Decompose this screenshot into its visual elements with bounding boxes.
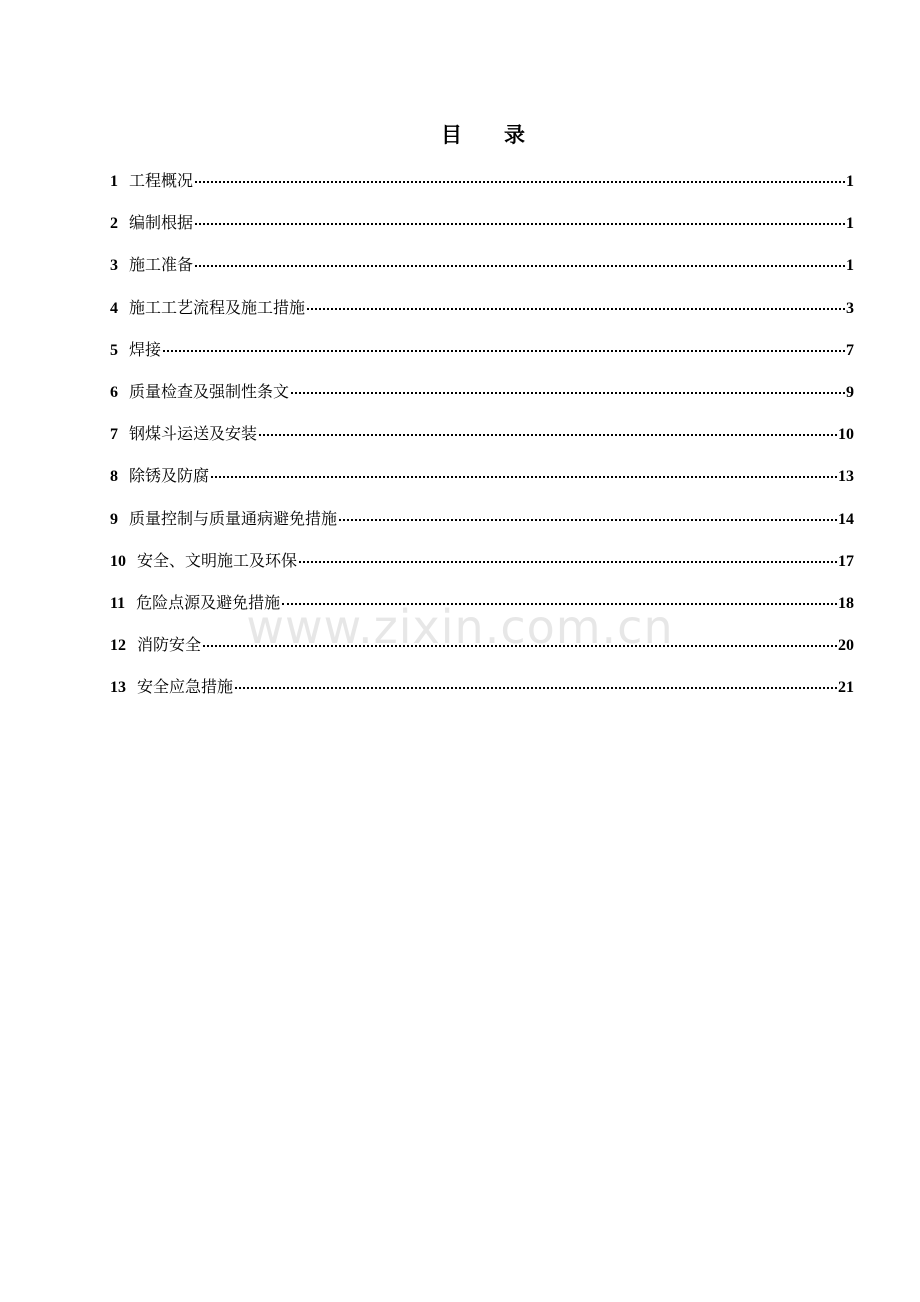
toc-entry[interactable]	[110, 504, 854, 546]
toc-entry-page: 21	[838, 679, 854, 697]
toc-entry-number: 1	[110, 173, 118, 190]
toc-dot-leader	[195, 265, 845, 267]
toc-title-part2: 录	[504, 122, 525, 147]
toc-entry-page: 1	[846, 173, 854, 190]
toc-dot-leader	[235, 687, 837, 689]
toc-entry[interactable]	[110, 630, 854, 672]
toc-list	[110, 166, 854, 714]
toc-entry-number: 9	[110, 510, 118, 528]
toc-entry-title: 钢煤斗运送及安装	[129, 424, 258, 444]
toc-entry-number: 2	[110, 215, 118, 233]
toc-entry-title: 消防安全	[137, 635, 202, 655]
toc-entry[interactable]	[110, 461, 854, 503]
toc-entry-title: 质量检查及强制性条文	[129, 381, 290, 401]
toc-entry-page: 1	[846, 257, 854, 275]
toc-entry-title: 安全、文明施工及环保	[137, 550, 298, 570]
toc-entry-page: 13	[838, 468, 854, 486]
toc-entry-title: 除锈及防腐	[129, 466, 210, 486]
toc-entry[interactable]	[110, 166, 854, 208]
toc-dot-leader	[259, 434, 837, 436]
toc-entry-page: 10	[838, 426, 854, 444]
toc-entry-title: 质量控制与质量通病避免措施	[129, 508, 338, 528]
toc-dot-leader	[307, 308, 845, 310]
toc-title	[0, 120, 920, 150]
toc-entry-page: 14	[838, 510, 854, 528]
toc-dot-leader	[195, 181, 845, 183]
toc-entry-number: 11	[110, 594, 126, 612]
toc-entry-number: 10	[110, 552, 126, 570]
toc-entry-page: 7	[846, 341, 854, 359]
toc-dot-leader	[291, 392, 845, 394]
toc-entry-page: 1	[846, 215, 854, 233]
toc-entry[interactable]	[110, 672, 854, 714]
toc-dot-leader	[195, 223, 845, 225]
toc-entry-title: 危险点源及避免措施	[136, 592, 281, 612]
toc-entry-page: 18	[838, 594, 854, 612]
toc-entry[interactable]	[110, 250, 854, 292]
toc-dot-leader	[211, 476, 837, 478]
toc-dot-leader	[299, 561, 837, 563]
toc-entry-number: 4	[110, 299, 118, 317]
toc-entry-number: 7	[110, 426, 118, 444]
toc-entry[interactable]	[110, 419, 854, 461]
toc-dot-leader	[203, 645, 837, 647]
toc-entry-number: 12	[110, 637, 126, 655]
toc-dot-leader	[339, 519, 837, 521]
toc-entry[interactable]	[110, 293, 854, 335]
toc-entry-number: 6	[110, 383, 118, 401]
toc-entry-number: 3	[110, 257, 118, 275]
toc-entry-number: 8	[110, 468, 118, 486]
toc-entry-title: 焊接	[129, 339, 162, 359]
toc-entry-title: 安全应急措施	[137, 677, 234, 697]
toc-entry-page: 9	[846, 383, 854, 401]
toc-entry-title: 施工工艺流程及施工措施	[129, 297, 306, 317]
toc-entry[interactable]	[110, 588, 854, 630]
toc-entry-page: 20	[838, 637, 854, 655]
toc-dot-leader	[282, 603, 837, 605]
toc-entry-page: 17	[838, 552, 854, 570]
toc-title-part1: 目	[441, 122, 462, 147]
toc-entry-number: 5	[110, 341, 118, 359]
toc-entry-title: 工程概况	[129, 171, 194, 190]
toc-entry-title: 施工准备	[129, 255, 194, 275]
toc-entry[interactable]	[110, 377, 854, 419]
toc-dot-leader	[163, 350, 845, 352]
toc-entry[interactable]	[110, 208, 854, 250]
toc-entry-title: 编制根据	[129, 213, 194, 233]
toc-entry-page: 3	[846, 299, 854, 317]
toc-entry-number: 13	[110, 679, 126, 697]
toc-entry[interactable]	[110, 335, 854, 377]
watermark: www.zixin.com.cn	[246, 600, 674, 654]
toc-entry[interactable]	[110, 546, 854, 588]
